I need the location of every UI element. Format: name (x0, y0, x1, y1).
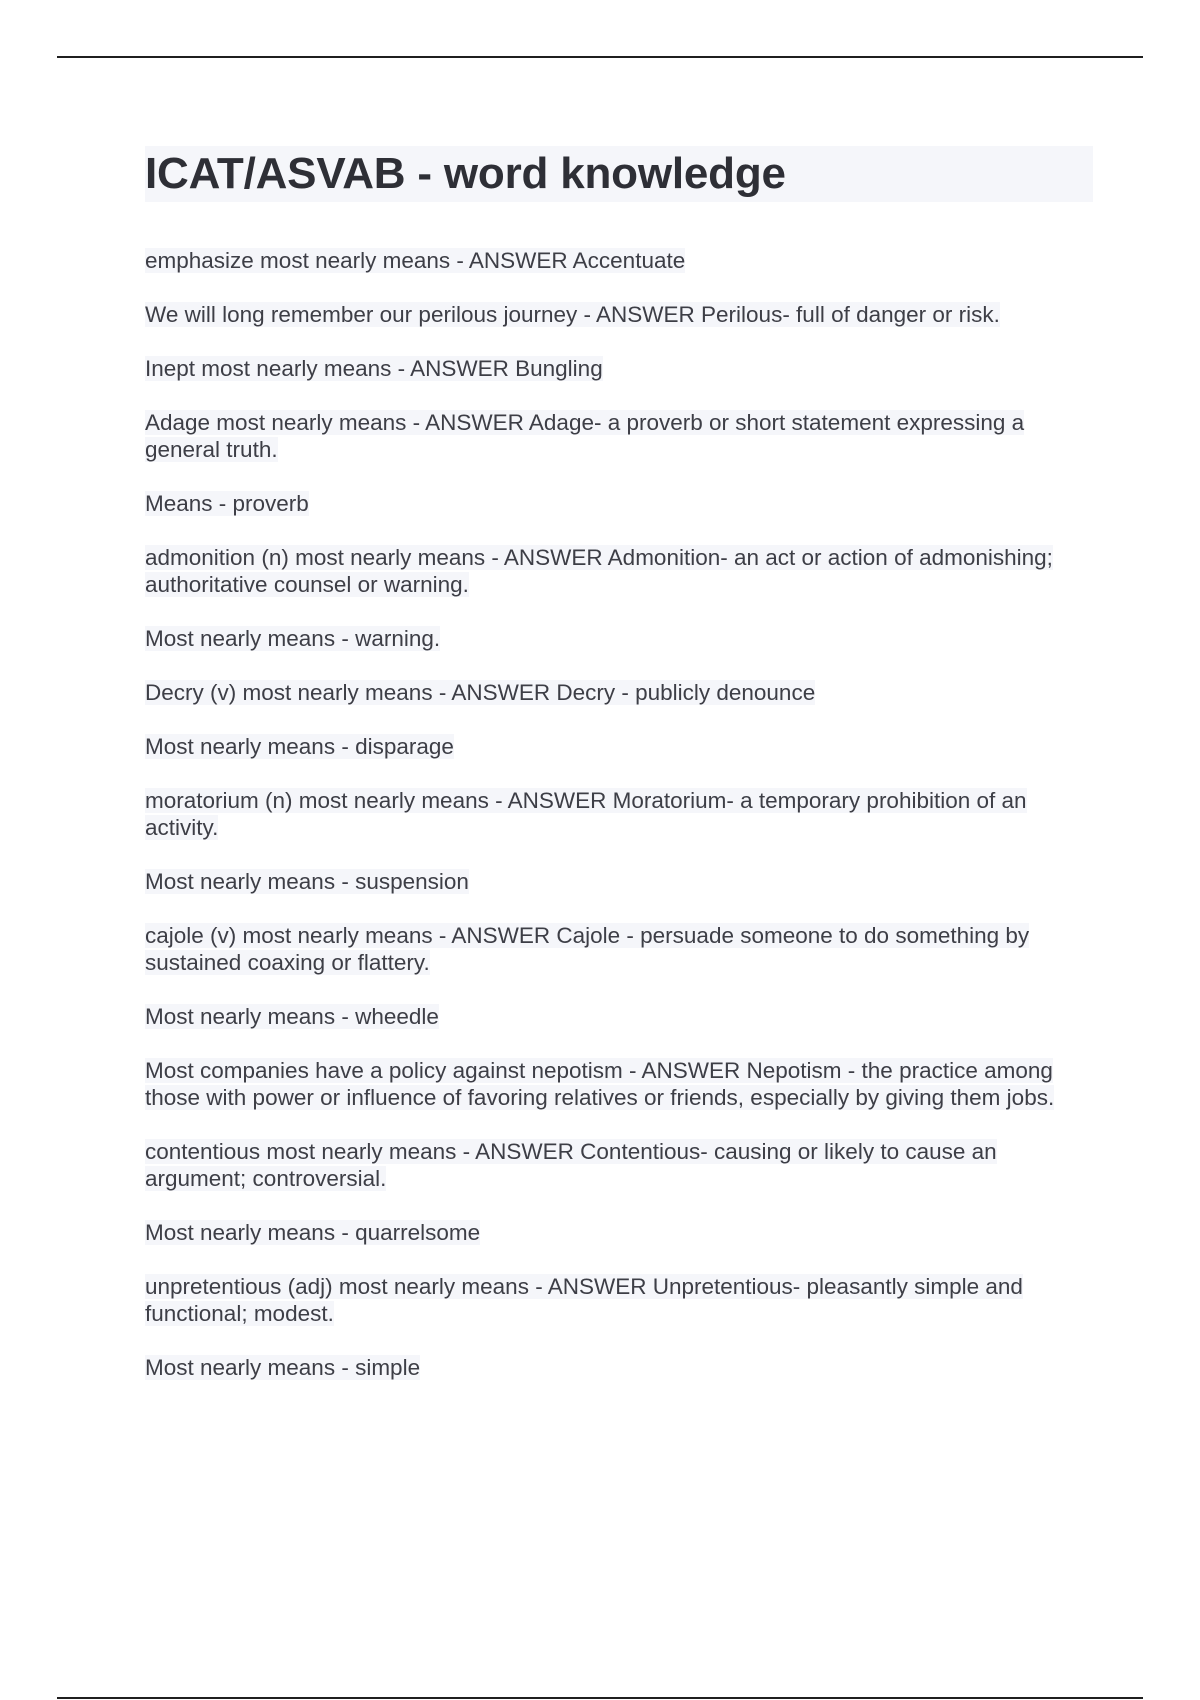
qa-item: Most nearly means - quarrelsome (145, 1220, 481, 1245)
page-title: ICAT/ASVAB - word knowledge (145, 149, 786, 198)
qa-item: Most nearly means - warning. (145, 626, 441, 651)
qa-item: Decry (v) most nearly means - ANSWER Decry - publicly denounce (145, 680, 816, 705)
header-rule (57, 56, 1143, 58)
qa-item: emphasize most nearly means - ANSWER Accentuate (145, 248, 686, 273)
qa-item: Most companies have a policy against nepotism - ANSWER Nepotism - the practice among those with power or influence of favoring relatives or friends, especially by giving them jobs. (145, 1058, 1055, 1110)
qa-item: Most nearly means - disparage (145, 734, 454, 759)
qa-item: We will long remember our perilous journey - ANSWER Perilous- full of danger or risk. (145, 302, 1000, 327)
qa-item: cajole (v) most nearly means - ANSWER Cajole - persuade someone to do something by sustained coaxing or flattery. (145, 923, 1030, 975)
document-body (145, 146, 1093, 1408)
footer-rule (57, 1697, 1143, 1699)
qa-item: moratorium (n) most nearly means - ANSWER Moratorium- a temporary prohibition of an activity. (145, 788, 1027, 840)
qa-item: Most nearly means - wheedle (145, 1004, 439, 1029)
qa-item: Inept most nearly means - ANSWER Bungling (145, 356, 603, 381)
qa-item: admonition (n) most nearly means - ANSWER Admonition- an act or action of admonishing; authoritative counsel or warning. (145, 545, 1053, 597)
qa-item: Means - proverb (145, 491, 309, 516)
qa-item: contentious most nearly means - ANSWER Contentious- causing or likely to cause an argument; controversial. (145, 1139, 997, 1191)
qa-item: unpretentious (adj) most nearly means - ANSWER Unpretentious- pleasantly simple and functional; modest. (145, 1274, 1023, 1326)
qa-item: Most nearly means - suspension (145, 869, 469, 894)
qa-item: Most nearly means - simple (145, 1355, 421, 1380)
title-box (145, 146, 1093, 202)
qa-item: Adage most nearly means - ANSWER Adage- a proverb or short statement expressing a general truth. (145, 410, 1025, 462)
